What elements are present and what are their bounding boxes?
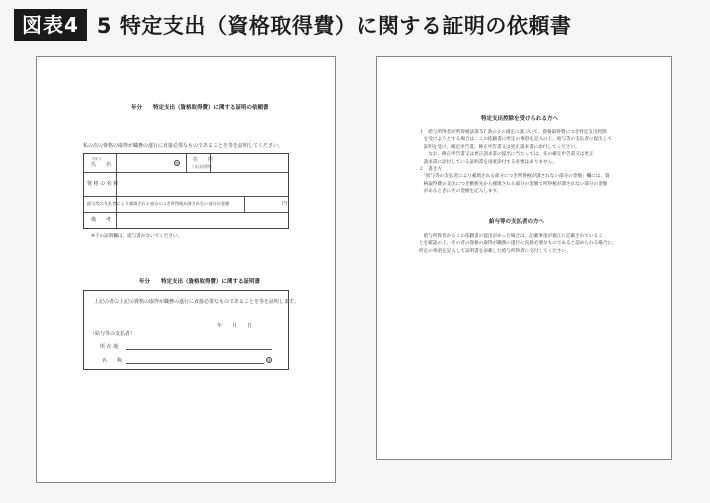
qualification-label: 資 格 の 名 称 [87, 181, 119, 187]
instructions-heading: 特定支出控除を受けられる方へ [481, 116, 559, 122]
address-label: 住 所 [193, 157, 214, 163]
instructions-line: なお、修正申告書又は更正請求書の提出に当たっては、先の確定申告書又は更正 [419, 152, 594, 158]
applicant-table [83, 153, 289, 229]
figure-number-badge: 図表4 [14, 9, 87, 41]
form-title: 年分 特定支出（資格取得費）に関する証明の依頼書 [131, 105, 269, 111]
seal-mark: ㊞ [175, 161, 179, 166]
payer-label: （給与等の支払者） [90, 331, 136, 337]
reimbursement-label: 給与等の支払者により補填される部分につき所得税が課されない部分の金額 [87, 201, 230, 206]
figure-header [14, 8, 571, 42]
payer-line: 所定の事項を記入して証明書を添載した給与所得者に交付してください。 [419, 248, 571, 254]
certificate-date: 年 月 日 [217, 323, 253, 329]
certificate-text: 上記の者の上記の資格の取得が職務の遂行に直接必要なものであることを等を証明します。 [94, 299, 299, 305]
instructions-line: があるときにその金額を記入します。 [419, 189, 502, 195]
name-kana-label: ﾌﾘｶﾞﾅ [92, 157, 101, 161]
figure-title: 5 特定支出（資格取得費）に関する証明の依頼書 [96, 14, 572, 38]
form-intro: 私の次の資格の取得が職務の遂行に直接必要なものであることを等を証明してください。 [83, 143, 284, 149]
payer-line: とを確認の上、その者の資格の取得が職務の遂行に直接必要なものであると認められる場合に、 [419, 241, 617, 247]
payer-line: 給与所得者からこの依頼書の提出があった場合は、記載事項が適正に記載されているこ [419, 234, 603, 239]
form-note: ※下の証明欄は、從与書かないでください。 [91, 234, 183, 239]
address-sublabel: （又は居所） [190, 164, 214, 169]
certificate-title: 年分 特定支出（資格取得費）に関する証明書 [139, 279, 261, 285]
instructions-line: を受けようとする場合は、この依頼書に所定の事項を記入の上、給与等の支払者に提出して [419, 137, 612, 143]
payer-heading: 給与等の支払者の方へ [489, 219, 545, 225]
instructions-line: 請求書に添付している証明書を再度添付する必要はありません。 [419, 159, 558, 165]
remarks-label: 備 考 [91, 217, 112, 223]
instructions-line: 証明を受け、確定申告書、修正申告書又は更正請求書に添付してください。 [419, 144, 580, 150]
instructions-line: 格取得費の支出につき勤務先から補填される部分の金額で所得税が課されない部分の金額 [419, 181, 608, 187]
payer-name-label: 名 称 [102, 358, 123, 364]
instructions-line: ２ 書き方 [419, 167, 442, 172]
instructions-line: 「給与等の支払者により補填される部分につき所得税が課されない部分の金額」欄には、資 [419, 174, 610, 180]
instructions-line: １ 給与所得者が所得税法第 57 条の２の規定に基づいて、資格取得費につき特定支出控除 [419, 130, 607, 135]
request-form-page [36, 56, 336, 483]
certificate-box [83, 290, 299, 370]
instructions-page [376, 56, 672, 460]
name-label: 氏 名 [91, 162, 112, 168]
yen-unit: 円 [282, 201, 288, 207]
location-label: 所 在 地 [100, 344, 119, 350]
seal-mark-2: ㊞ [267, 358, 271, 363]
